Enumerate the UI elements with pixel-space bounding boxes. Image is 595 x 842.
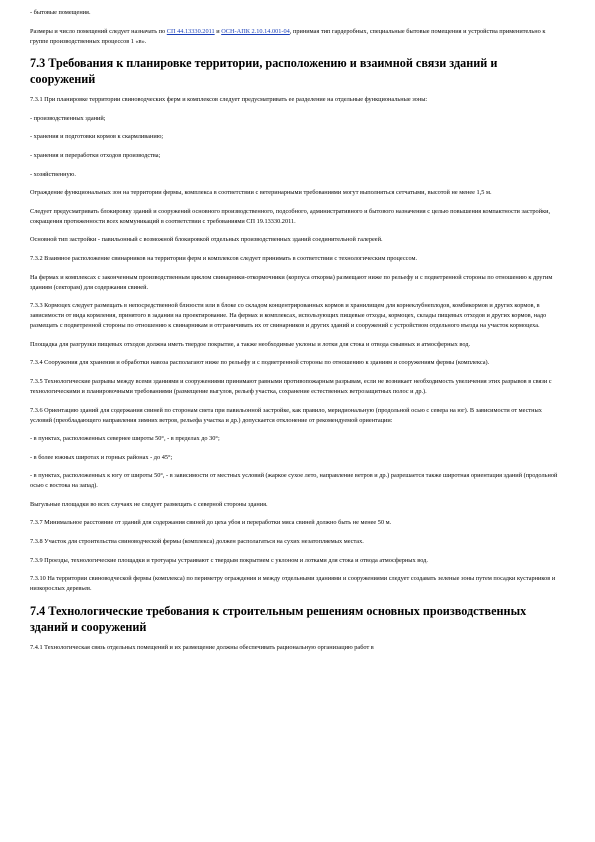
section-heading: 7.3 Требования к планировке территории, расположению и взаимной связи зданий и сооружений bbox=[30, 56, 498, 87]
text-run: , принимая тип гардеробных, специальные бытовые помещения и устройства применительно к группе производственных процессов 1 «в». bbox=[30, 27, 546, 45]
paragraph: Выгульные площадки во всех случаях не следует размещать с северной стороны здания. bbox=[30, 500, 268, 508]
paragraph: 7.4.1 Технологическая связь отдельных помещений и их размещение должны обеспечивать рациональную организацию работ в bbox=[30, 643, 374, 651]
paragraph: - хозяйственную. bbox=[30, 170, 76, 178]
paragraph: - бытовые помещения. bbox=[30, 9, 91, 16]
paragraph: 7.3.4 Сооружения для хранения и обработки навоза располагают ниже по рельефу и с подветренной стороны по отношению к зданиям и сооружениям фермы (комплекса). bbox=[30, 359, 490, 367]
paragraph: 7.3.2 Взаимное расположение свинарников на территории ферм и комплексов следует принимать в соответствии с технологическим процессом. bbox=[30, 254, 418, 262]
paragraph: 7.3.7 Минимальное расстояние от зданий для содержания свиней до цеха убоя и переработки мяса свиней должно быть не менее 50 м. bbox=[30, 519, 392, 527]
paragraph bbox=[30, 27, 565, 47]
document-link[interactable]: ОСН-АПК 2.10.14.001-04 bbox=[221, 27, 290, 35]
paragraph: 7.3.3 Кормоцех следует размещать в непосредственной близости или в блоке со складом концентрированных кормов и хранилищем для корнеклубнеплодов, комбикормов и других кормов, в зависимости от вида кормления, принятого в задании на проектирование. На фермах и комплексах, использующих пищевые отходы, кормоцех, склады пищевых отходов и других кормов, надо размещать с подветренной стороны по отношению к свинарникам и отграничивать их от свинарников и других зданий и сооружений с устройством отдельного въезда на участок кормоцеха. bbox=[30, 302, 547, 330]
paragraph: 7.3.10 На территории свиноводческой фермы (комплекса) по периметру ограждения и между отдельными зданиями и сооружениями следует создавать зеленые зоны путем посадки кустарников и низкорослых деревьев. bbox=[30, 575, 556, 593]
text-run: Размеры и число помещений следует назначать по bbox=[30, 27, 167, 35]
paragraph: Ограждение функциональных зон на территории фермы, комплекса в соответствии с ветеринарными требованиями могут выполняться сетчатыми, высотой не менее 1,5 м. bbox=[30, 189, 492, 197]
paragraph: Основной тип застройки - павильонный с возможной блокировкой отдельных производственных зданий соединительной галереей. bbox=[30, 236, 383, 244]
paragraph: - в более южных широтах и горных районах - до 45°; bbox=[30, 453, 173, 461]
paragraph: 7.3.8 Участок для строительства свиноводческой фермы (комплекса) должен располагаться на сухих незатопляемых местах. bbox=[30, 538, 364, 546]
paragraph: На фермах и комплексах с законченным производственным циклом свинарники-откормочники (корпуса откорма) размещают ниже по рельефу и с подветренной стороны по отношению к другим зданиям (секторам) для содержания свиней. bbox=[30, 273, 553, 291]
paragraph: - хранения и подготовки кормов к скармливанию; bbox=[30, 133, 164, 141]
paragraph: Следует предусматривать блокировку зданий и сооружений основного производственного, подсобного, административного и бытового назначения с целью повышения компактности застройки, сокращения протяженности всех коммуникаций в соответствии с требованиями СП 19.13330.2011. bbox=[30, 207, 551, 225]
paragraph: - в пунктах, расположенных севернее широты 50°, - в пределах до 30°; bbox=[30, 435, 220, 443]
document-link[interactable]: СП 44.13330.2011 bbox=[166, 27, 215, 35]
paragraph: - в пунктах, расположенных к югу от широты 50°, - в зависимости от местных условий (жаркое сухое лето, направление ветров и др.) разрешается также широтная ориентация зданий (продольной осью с востока на запад). bbox=[30, 472, 558, 490]
paragraph: 7.3.1 При планировке территории свиноводческих ферм и комплексов следует предусматривать ее разделение на отдельные функциональные зоны: bbox=[30, 96, 428, 104]
paragraph: - хранения и переработки отходов производства; bbox=[30, 151, 161, 159]
text-run: и bbox=[214, 27, 222, 35]
paragraph: 7.3.5 Технологические разрывы между всеми зданиями и сооружениями принимают равными противопожарным разрывам, если не возникает необходимость увеличения этих разрывов в связи с технологическими и планировочными требованиями (размещение выгулов, рельеф участка, сохранение естественных ветрозащитных полос и др.). bbox=[30, 377, 552, 395]
paragraph: 7.3.9 Проезды, технологические площадки и тротуары устраивают с твердым покрытием с уклоном и лотками для стока и отвода атмосферных вод. bbox=[30, 556, 428, 564]
paragraph: Площадка для разгрузки пищевых отходов должна иметь твердое покрытие, а также необходимые уклоны и лотки для стока и отвода смывных и атмосферных вод. bbox=[30, 340, 471, 348]
paragraph: - производственных зданий; bbox=[30, 114, 106, 122]
document-page bbox=[30, 8, 565, 661]
section-heading: 7.4 Технологические требования к строительным решениям основных производственных зданий и сооружений bbox=[30, 603, 527, 634]
paragraph: 7.3.6 Ориентацию зданий для содержания свиней по сторонам света при павильонной застройке, как правило, меридиональную (продольной осью с севера на юг). В зависимости от местных условий (преобладающего направления зимних ветров, рельефа участка и др.) допускается отклонение от рекомендуемой ориентации: bbox=[30, 406, 542, 424]
